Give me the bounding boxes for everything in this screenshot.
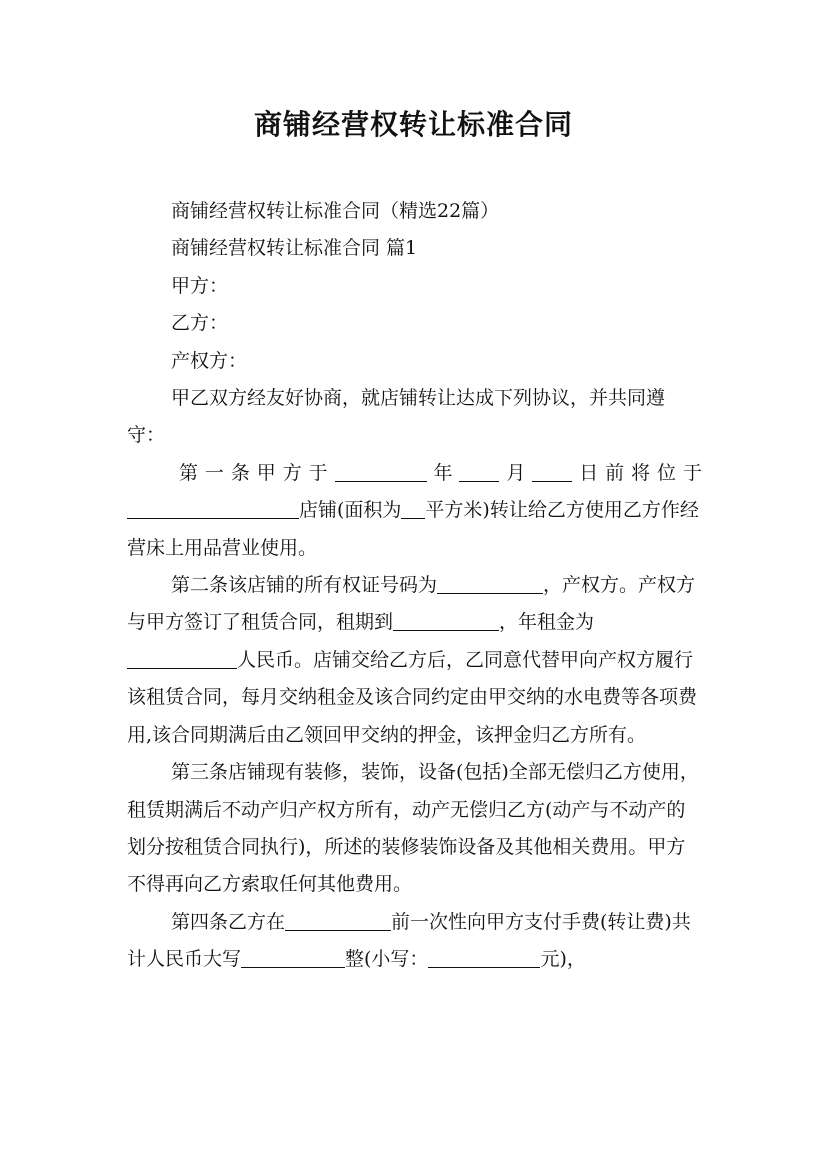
clause-1-month-label: 月 — [499, 461, 533, 484]
blank-month — [459, 462, 499, 482]
blank-year — [335, 462, 427, 482]
clause-3: 第三条店铺现有装修，装饰，设备(包括)全部无偿归乙方使用，租赁期满后不动产归产权方所有，动产无偿归乙方(动产与不动产的划分按租赁合同执行)，所述的装修装饰设备及其他相关费用。甲方不得再向乙方索取任何其他费用。 — [127, 761, 699, 896]
intro-paragraph: 甲乙双方经友好协商，就店铺转让达成下列协议，并共同遵守： — [127, 387, 666, 447]
document-body — [127, 193, 702, 979]
clause-1-location-label: 日前将位于 — [572, 461, 702, 484]
clause-1-tail: 平方米)转让给乙方使用乙方作经营床上用品营业使用。 — [127, 499, 699, 559]
clause-2-text-b: ，产权方。产权方与甲方签订了租赁合同，租期到 — [127, 574, 696, 634]
blank-location — [127, 499, 299, 519]
clause-4-text-b: 前一次性向甲方支付手费(转让费)共计人民币大写 — [127, 910, 691, 971]
clause-4-text-c: 整(小写： — [345, 948, 429, 971]
clause-2 — [127, 567, 702, 754]
clause-2-text-c: ，年租金为 — [499, 611, 595, 634]
blank-annual-rent — [127, 649, 237, 669]
subtitle-line: 商铺经营权转让标准合同（精选22篇） — [171, 200, 500, 222]
document-title: 商铺经营权转让标准合同 — [253, 108, 573, 141]
clause-1 — [127, 455, 702, 567]
clause-2-text-a: 第二条该店铺的所有权证号码为 — [171, 574, 438, 597]
blank-amount-lowercase — [428, 948, 540, 968]
clause-2-text-d: 人民币。店铺交给乙方后，乙同意代替甲向产权方履行该租赁合同，每月交纳租金及该合同约定由甲交纳的水电费等各项费用,该合同期满后由乙领回甲交纳的押金，该押金归乙方所有。 — [127, 648, 698, 746]
part-heading: 商铺经营权转让标准合同 篇1 — [171, 237, 418, 260]
party-a-line: 甲方： — [171, 274, 229, 297]
clause-1-text: 第一条甲方于 — [179, 461, 335, 484]
clause-4 — [127, 904, 702, 979]
blank-area — [401, 499, 425, 519]
owner-line: 产权方： — [171, 349, 248, 372]
blank-amount-uppercase — [241, 948, 345, 968]
party-b-line: 乙方： — [171, 312, 229, 335]
clause-1-area-label: 店铺(面积为 — [299, 499, 402, 522]
blank-lease-term — [393, 611, 499, 631]
blank-payment-date — [285, 911, 391, 931]
blank-certificate-number — [437, 574, 543, 594]
blank-day — [532, 462, 572, 482]
clause-4-text-d: 元)， — [540, 948, 586, 971]
clause-4-text-a: 第四条乙方在 — [171, 910, 286, 933]
clause-1-line-1 — [127, 455, 702, 492]
clause-1-year-label: 年 — [426, 461, 460, 484]
